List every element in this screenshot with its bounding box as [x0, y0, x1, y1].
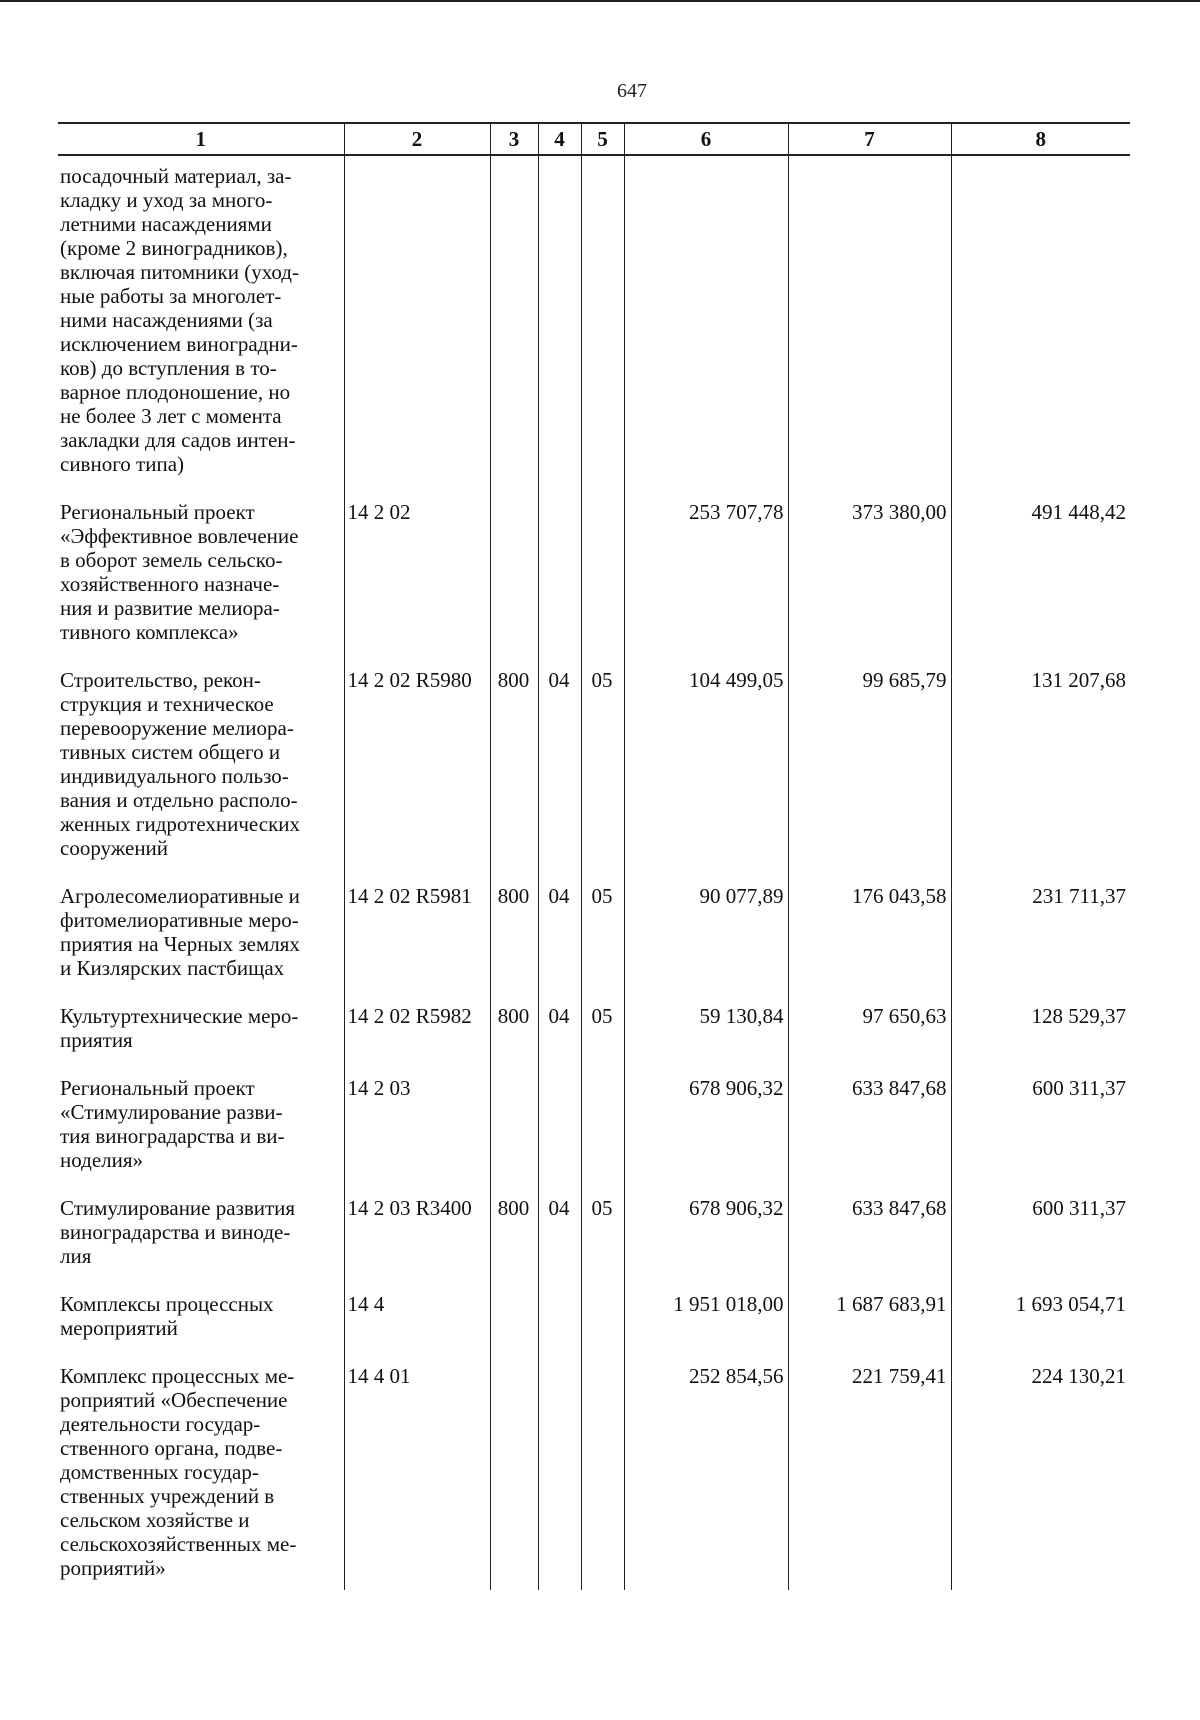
- row-col3: [490, 496, 538, 664]
- table-row: [58, 1072, 1130, 1192]
- row-col3: [490, 1360, 538, 1590]
- row-col4: 04: [538, 1192, 581, 1288]
- row-name: Региональный проект «Стимулирование разви- тия виноградарства и ви- ноделия»: [60, 1076, 285, 1172]
- row-value-col6: 678 906,32: [624, 1072, 788, 1192]
- table-row: [58, 496, 1130, 664]
- row-col3: 800: [490, 664, 538, 880]
- row-value-col6: 1 951 018,00: [624, 1288, 788, 1360]
- page-number: 647: [617, 80, 647, 102]
- row-name: Агролесомелиоративные и фитомелиоративные меро- приятия на Черных землях и Кизлярских пастбищах: [60, 884, 300, 980]
- row-value-col8: [951, 155, 1130, 496]
- row-code: [344, 155, 490, 496]
- row-col4: [538, 1072, 581, 1192]
- row-col5: [581, 496, 624, 664]
- row-col4: [538, 496, 581, 664]
- row-value-col8: 128 529,37: [951, 1000, 1130, 1072]
- row-code: 14 4 01: [344, 1360, 490, 1590]
- row-value-col8: 600 311,37: [951, 1072, 1130, 1192]
- row-value-col7: [788, 155, 951, 496]
- row-code: 14 2 02 R5981: [344, 880, 490, 1000]
- row-code: 14 2 03: [344, 1072, 490, 1192]
- header-row: [58, 123, 1130, 155]
- table-row: [58, 880, 1130, 1000]
- row-value-col6: 90 077,89: [624, 880, 788, 1000]
- row-value-col6: [624, 155, 788, 496]
- row-code: 14 4: [344, 1288, 490, 1360]
- top-border-line: [0, 0, 1200, 2]
- row-name: Строительство, рекон- струкция и техническое перевооружение мелиора- тивных систем общего и индивидуального пользо- вания и отдельно располо- женных гидротехнических сооружений: [60, 668, 301, 860]
- col-header-4: 4: [538, 123, 581, 155]
- row-value-col8: 131 207,68: [951, 664, 1130, 880]
- row-value-col6: 678 906,32: [624, 1192, 788, 1288]
- row-value-col7: 97 650,63: [788, 1000, 951, 1072]
- row-col5: [581, 1360, 624, 1590]
- row-col4: 04: [538, 664, 581, 880]
- row-col3: 800: [490, 1000, 538, 1072]
- row-col5: 05: [581, 664, 624, 880]
- col-header-1: 1: [58, 123, 344, 155]
- col-header-6: 6: [624, 123, 788, 155]
- row-value-col7: 99 685,79: [788, 664, 951, 880]
- row-value-col6: 59 130,84: [624, 1000, 788, 1072]
- row-col5: 05: [581, 880, 624, 1000]
- row-code: 14 2 02 R5980: [344, 664, 490, 880]
- row-col3: [490, 155, 538, 496]
- table-row: [58, 1192, 1130, 1288]
- row-value-col8: 231 711,37: [951, 880, 1130, 1000]
- row-value-col7: 373 380,00: [788, 496, 951, 664]
- budget-table: [58, 122, 1130, 1590]
- row-col4: 04: [538, 1000, 581, 1072]
- row-value-col8: 600 311,37: [951, 1192, 1130, 1288]
- row-value-col8: 1 693 054,71: [951, 1288, 1130, 1360]
- row-value-col8: 224 130,21: [951, 1360, 1130, 1590]
- row-value-col7: 633 847,68: [788, 1192, 951, 1288]
- row-name: Комплекс процессных ме- роприятий «Обеспечение деятельности государ- ственного органа, подве- домственных государ- ственных учреждений в сельском хозяйстве и сельскохозяйственных ме- роприятий»: [60, 1364, 297, 1580]
- row-col3: [490, 1072, 538, 1192]
- row-value-col7: 176 043,58: [788, 880, 951, 1000]
- row-value-col6: 104 499,05: [624, 664, 788, 880]
- row-col4: [538, 155, 581, 496]
- row-col5: 05: [581, 1192, 624, 1288]
- row-col3: 800: [490, 1192, 538, 1288]
- table-row: [58, 1288, 1130, 1360]
- row-name: посадочный материал, за- кладку и уход за много- летними насаждениями (кроме 2 виноградников), включая питомники (уход- ные работы за многолет- ними насаждениями (за исключением виноградни- ков) до вступления в то- варное плодоношение, но не более 3 лет с момента закладки для садов интен- сивного типа): [60, 164, 299, 476]
- row-name: Комплексы процессных мероприятий: [60, 1292, 274, 1340]
- row-col5: [581, 1288, 624, 1360]
- row-value-col7: 221 759,41: [788, 1360, 951, 1590]
- col-header-7: 7: [788, 123, 951, 155]
- table-row: [58, 1000, 1130, 1072]
- row-value-col6: 253 707,78: [624, 496, 788, 664]
- row-value-col8: 491 448,42: [951, 496, 1130, 664]
- row-value-col7: 633 847,68: [788, 1072, 951, 1192]
- row-name: Региональный проект «Эффективное вовлечение в оборот земель сельско- хозяйственного назначе- ния и развитие мелиора- тивного комплекса»: [60, 500, 299, 644]
- col-header-5: 5: [581, 123, 624, 155]
- row-code: 14 2 02: [344, 496, 490, 664]
- table-row: [58, 155, 1130, 496]
- table-row: [58, 664, 1130, 880]
- col-header-8: 8: [951, 123, 1130, 155]
- row-col5: [581, 1072, 624, 1192]
- row-value-col6: 252 854,56: [624, 1360, 788, 1590]
- row-name: Культуртехнические меро- приятия: [60, 1004, 299, 1052]
- col-header-3: 3: [490, 123, 538, 155]
- row-col3: 800: [490, 880, 538, 1000]
- row-col4: [538, 1360, 581, 1590]
- row-col4: 04: [538, 880, 581, 1000]
- row-name: Стимулирование развития виноградарства и виноде- лия: [60, 1196, 296, 1268]
- row-code: 14 2 03 R3400: [344, 1192, 490, 1288]
- row-code: 14 2 02 R5982: [344, 1000, 490, 1072]
- row-col3: [490, 1288, 538, 1360]
- row-col5: [581, 155, 624, 496]
- row-col5: 05: [581, 1000, 624, 1072]
- table-row: [58, 1360, 1130, 1590]
- row-value-col7: 1 687 683,91: [788, 1288, 951, 1360]
- row-col4: [538, 1288, 581, 1360]
- col-header-2: 2: [344, 123, 490, 155]
